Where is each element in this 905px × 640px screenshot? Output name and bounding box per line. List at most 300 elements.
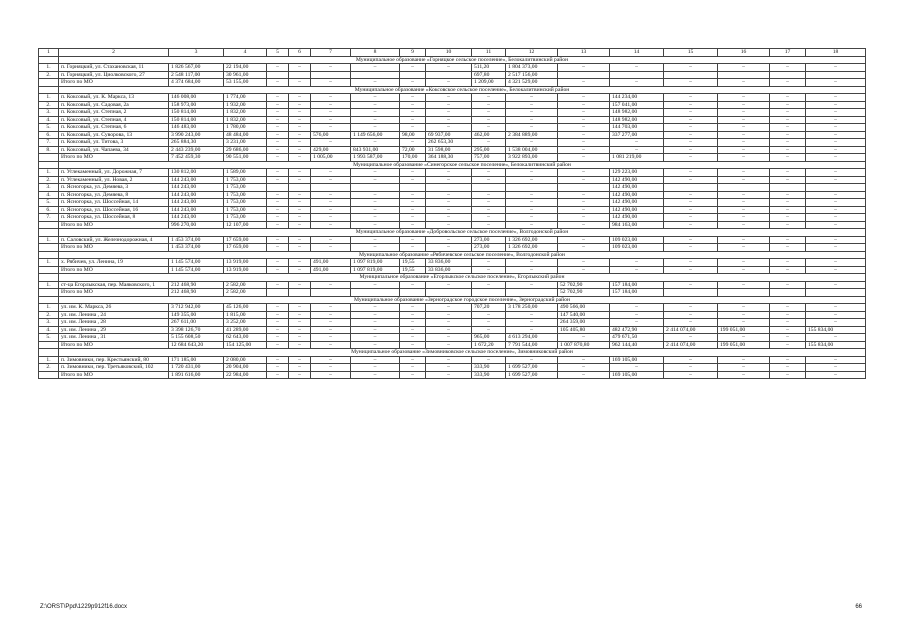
- total-spacer: [39, 341, 59, 349]
- row-value: –: [558, 364, 610, 372]
- row-value: –: [610, 319, 664, 327]
- total-label: Итого по МО: [59, 244, 169, 252]
- row-value: 52 702,90: [558, 281, 610, 289]
- table-row: [39, 214, 866, 222]
- row-value: –: [664, 281, 718, 289]
- row-value: –: [289, 64, 311, 72]
- table-row: [39, 116, 866, 124]
- row-value: –: [426, 311, 472, 319]
- row-value: –: [718, 356, 770, 364]
- row-value: –: [400, 214, 426, 222]
- total-row: [39, 79, 866, 87]
- row-address: п. Ясногорка, ул. Шоссейная, 16: [59, 206, 169, 214]
- row-value: 144 243,00: [169, 199, 224, 207]
- total-value: 491,00: [311, 266, 351, 274]
- total-value: 155 834,00: [806, 341, 866, 349]
- row-value: –: [506, 356, 558, 364]
- column-number: 14: [610, 49, 664, 57]
- row-value: –: [558, 94, 610, 102]
- row-value: –: [806, 334, 866, 342]
- row-address: п. Углекаменный, ул. Новая, 2: [59, 176, 169, 184]
- row-address: п. Коксовый, ул. Чапаева, 34: [59, 146, 169, 154]
- total-value: –: [426, 244, 472, 252]
- row-value: –: [426, 214, 472, 222]
- row-value: 1 453 374,00: [169, 236, 224, 244]
- table-row: [39, 206, 866, 214]
- row-value: 22 194,00: [224, 64, 267, 72]
- row-value: 105 405,80: [558, 326, 610, 334]
- total-value: 273,00: [472, 244, 506, 252]
- row-value: –: [311, 64, 351, 72]
- row-value: –: [558, 146, 610, 154]
- row-value: –: [770, 139, 806, 147]
- table-row: [39, 184, 866, 192]
- row-value: –: [289, 116, 311, 124]
- row-value: –: [770, 206, 806, 214]
- section-spacer: [39, 229, 59, 237]
- row-value: –: [289, 146, 311, 154]
- total-value: 33 836,00: [426, 266, 472, 274]
- row-value: 31 598,00: [426, 146, 472, 154]
- total-value: –: [311, 244, 351, 252]
- row-value: –: [311, 94, 351, 102]
- total-value: 1 453 374,00: [169, 244, 224, 252]
- row-value: 109 023,00: [610, 236, 664, 244]
- row-address: п. Ясногорка, ул. Демяева, 8: [59, 191, 169, 199]
- row-value: –: [558, 64, 610, 72]
- row-value: –: [267, 146, 289, 154]
- row-value: –: [664, 109, 718, 117]
- total-value: –: [267, 341, 289, 349]
- section-title: Муниципальное образование «Зерноградское городское поселение», Зерноградский район: [59, 296, 866, 304]
- row-value: –: [426, 356, 472, 364]
- row-address: п. Коксовый, ул. Титова, 3: [59, 139, 169, 147]
- row-value: –: [351, 281, 400, 289]
- row-address: ул. им. Ленина , 28: [59, 319, 169, 327]
- row-value: 5 155 608,50: [169, 334, 224, 342]
- row-number: 3.: [39, 109, 59, 117]
- row-value: 1 932,00: [224, 101, 267, 109]
- row-value: –: [558, 236, 610, 244]
- total-value: –: [289, 154, 311, 162]
- section-spacer: [39, 251, 59, 259]
- row-value: –: [311, 304, 351, 312]
- row-value: –: [806, 116, 866, 124]
- row-value: –: [351, 334, 400, 342]
- row-value: –: [718, 319, 770, 327]
- row-value: –: [267, 64, 289, 72]
- row-value: –: [770, 169, 806, 177]
- row-value: –: [558, 116, 610, 124]
- row-value: –: [472, 206, 506, 214]
- total-value: 90 551,00: [224, 154, 267, 162]
- row-value: –: [664, 116, 718, 124]
- row-value: 144 243,00: [169, 191, 224, 199]
- row-value: –: [806, 281, 866, 289]
- row-value: 19,55: [400, 259, 426, 267]
- total-value: 1 007 870,80: [558, 341, 610, 349]
- row-value: –: [558, 131, 610, 139]
- section-header-row: [39, 161, 866, 169]
- row-value: [664, 71, 718, 79]
- total-value: –: [289, 244, 311, 252]
- row-value: [770, 184, 806, 192]
- row-value: [664, 184, 718, 192]
- row-value: –: [610, 139, 664, 147]
- row-value: 1 699 527,00: [506, 364, 558, 372]
- row-number: 6.: [39, 206, 59, 214]
- row-value: –: [718, 364, 770, 372]
- row-value: 212 468,90: [169, 281, 224, 289]
- row-value: –: [718, 214, 770, 222]
- row-value: –: [351, 199, 400, 207]
- column-number: 5: [267, 49, 289, 57]
- total-spacer: [39, 371, 59, 379]
- table-row: [39, 94, 866, 102]
- table-row: [39, 109, 866, 117]
- row-value: –: [664, 319, 718, 327]
- row-value: 3 712 942,00: [169, 304, 224, 312]
- total-value: 13 919,00: [224, 266, 267, 274]
- row-value: –: [770, 236, 806, 244]
- row-number: 1.: [39, 304, 59, 312]
- row-value: –: [289, 101, 311, 109]
- row-value: –: [506, 109, 558, 117]
- row-value: –: [718, 304, 770, 312]
- row-value: –: [351, 64, 400, 72]
- row-value: –: [664, 169, 718, 177]
- row-value: 41 289,00: [224, 326, 267, 334]
- row-value: –: [311, 101, 351, 109]
- total-value: 169 105,00: [610, 371, 664, 379]
- row-value: 144 243,00: [169, 184, 224, 192]
- row-number: 2.: [39, 71, 59, 79]
- row-value: –: [558, 101, 610, 109]
- row-value: –: [351, 304, 400, 312]
- total-row: [39, 371, 866, 379]
- table-body: [39, 49, 866, 379]
- total-value: –: [558, 79, 610, 87]
- total-value: 1 145 574,00: [169, 266, 224, 274]
- row-value: 3 990 243,00: [169, 131, 224, 139]
- row-number: 4.: [39, 191, 59, 199]
- row-value: –: [770, 281, 806, 289]
- row-value: 3 231,00: [224, 139, 267, 147]
- total-value: –: [351, 79, 400, 87]
- row-value: –: [472, 259, 506, 267]
- row-value: –: [351, 326, 400, 334]
- row-value: 267 611,00: [169, 319, 224, 327]
- row-value: 69 937,00: [426, 131, 472, 139]
- row-value: [400, 71, 426, 79]
- document-path: Z:\ORST\Ppd\1229p912f16.docx: [40, 604, 128, 610]
- row-value: –: [664, 311, 718, 319]
- row-value: –: [472, 214, 506, 222]
- row-value: –: [351, 169, 400, 177]
- row-value: –: [664, 364, 718, 372]
- row-number: 2.: [39, 311, 59, 319]
- row-value: –: [806, 206, 866, 214]
- total-label: Итого по МО: [59, 79, 169, 87]
- row-value: [610, 71, 664, 79]
- row-value: –: [770, 191, 806, 199]
- row-value: –: [267, 131, 289, 139]
- row-value: –: [426, 101, 472, 109]
- row-value: 1 815,00: [224, 311, 267, 319]
- row-value: –: [351, 101, 400, 109]
- row-value: –: [718, 109, 770, 117]
- row-value: –: [311, 281, 351, 289]
- row-address: п. Зимовники, пер. Крестьянский, 80: [59, 356, 169, 364]
- column-number: 6: [289, 49, 311, 57]
- row-value: –: [267, 356, 289, 364]
- row-value: 4 613 294,00: [506, 334, 558, 342]
- row-value: 33 836,00: [426, 259, 472, 267]
- row-address: п. Коксовый, ул. Степная, 4: [59, 116, 169, 124]
- row-value: –: [506, 101, 558, 109]
- row-value: –: [506, 259, 558, 267]
- row-value: –: [770, 131, 806, 139]
- row-value: 337 277,00: [610, 131, 664, 139]
- row-value: –: [506, 124, 558, 132]
- row-number: 2.: [39, 364, 59, 372]
- row-value: 1 149 656,00: [351, 131, 400, 139]
- row-value: [806, 71, 866, 79]
- column-number: 7: [311, 49, 351, 57]
- row-value: –: [426, 206, 472, 214]
- row-value: –: [770, 356, 806, 364]
- row-value: –: [472, 281, 506, 289]
- table-row: [39, 124, 866, 132]
- row-value: –: [400, 281, 426, 289]
- row-value: –: [506, 116, 558, 124]
- row-address: ул. им. Ленина , 29: [59, 326, 169, 334]
- row-address: п. Коксовый, ул. Суворова, 13: [59, 131, 169, 139]
- row-value: 1 720 431,00: [169, 364, 224, 372]
- total-value: [472, 289, 506, 297]
- total-value: –: [400, 341, 426, 349]
- row-address: п. Ясногорка, ул. Демяева, 3: [59, 184, 169, 192]
- row-address: ул. им. К. Маркса, 26: [59, 304, 169, 312]
- section-title: Муниципальное образование «Рябичевское сельское поселение», Волгодонской район: [59, 251, 866, 259]
- row-value: –: [351, 139, 400, 147]
- row-value: –: [806, 139, 866, 147]
- row-value: –: [311, 124, 351, 132]
- total-value: [426, 289, 472, 297]
- row-value: –: [770, 326, 806, 334]
- row-value: –: [289, 214, 311, 222]
- total-value: –: [267, 266, 289, 274]
- total-value: –: [610, 79, 664, 87]
- row-value: 482 472,90: [610, 326, 664, 334]
- row-value: –: [311, 326, 351, 334]
- row-address: п. Горняцкий, ул. Стахановская, 11: [59, 64, 169, 72]
- row-value: 511,20: [472, 64, 506, 72]
- row-value: –: [806, 109, 866, 117]
- row-value: –: [806, 319, 866, 327]
- row-value: –: [806, 131, 866, 139]
- total-value: 109 023,00: [610, 244, 664, 252]
- total-value: –: [289, 221, 311, 229]
- section-title: Муниципальное образование «Синегорское сельское поселение», Белокалитвинский район: [59, 161, 866, 169]
- row-value: 144 243,00: [169, 206, 224, 214]
- column-number: 17: [770, 49, 806, 57]
- row-value: –: [558, 206, 610, 214]
- row-value: 265 884,30: [169, 139, 224, 147]
- row-value: –: [770, 124, 806, 132]
- row-value: 479 671,50: [610, 334, 664, 342]
- total-value: –: [806, 371, 866, 379]
- row-value: 1 753,00: [224, 199, 267, 207]
- total-label: Итого по МО: [59, 221, 169, 229]
- table-row: [39, 364, 866, 372]
- table-row: [39, 64, 866, 72]
- section-spacer: [39, 161, 59, 169]
- row-value: 1 097 819,00: [351, 259, 400, 267]
- row-value: [472, 184, 506, 192]
- total-label: Итого по МО: [59, 371, 169, 379]
- row-value: 2 517 156,00: [506, 71, 558, 79]
- data-table: [38, 48, 866, 379]
- total-row: [39, 289, 866, 297]
- row-value: –: [472, 124, 506, 132]
- row-value: 3 398 126,70: [169, 326, 224, 334]
- row-value: 697,80: [472, 71, 506, 79]
- table-row: [39, 281, 866, 289]
- table-row: [39, 101, 866, 109]
- row-value: –: [426, 334, 472, 342]
- total-value: –: [289, 341, 311, 349]
- total-value: –: [267, 371, 289, 379]
- row-value: –: [267, 214, 289, 222]
- table-row: [39, 311, 866, 319]
- total-value: 364 188,30: [426, 154, 472, 162]
- total-value: –: [426, 371, 472, 379]
- total-value: –: [664, 221, 718, 229]
- row-value: –: [664, 176, 718, 184]
- row-value: [718, 184, 770, 192]
- total-value: –: [267, 244, 289, 252]
- row-number: 5.: [39, 199, 59, 207]
- row-value: 1 804 373,00: [506, 64, 558, 72]
- total-value: –: [770, 266, 806, 274]
- table-row: [39, 326, 866, 334]
- total-value: [506, 289, 558, 297]
- row-value: 157 184,00: [610, 281, 664, 289]
- row-value: –: [400, 199, 426, 207]
- row-value: –: [426, 124, 472, 132]
- row-value: 262 653,30: [426, 139, 472, 147]
- row-value: –: [664, 214, 718, 222]
- total-label: Итого по МО: [59, 266, 169, 274]
- row-value: 142 490,00: [610, 176, 664, 184]
- row-value: –: [806, 214, 866, 222]
- row-value: 1 538 004,00: [506, 146, 558, 154]
- row-value: –: [351, 364, 400, 372]
- section-title: Муниципальное образование «Егорлыкское сельское поселение», Егорлыкский район: [59, 274, 866, 282]
- column-number: 2: [59, 49, 169, 57]
- total-value: 4 374 684,00: [169, 79, 224, 87]
- row-value: –: [664, 146, 718, 154]
- table-row: [39, 356, 866, 364]
- section-header-row: [39, 56, 866, 64]
- row-value: –: [351, 214, 400, 222]
- row-number: 4.: [39, 116, 59, 124]
- row-value: 72,00: [400, 146, 426, 154]
- row-value: –: [506, 169, 558, 177]
- column-number: 11: [472, 49, 506, 57]
- table-row: [39, 176, 866, 184]
- total-value: –: [267, 79, 289, 87]
- total-value: –: [472, 221, 506, 229]
- row-value: 62 643,00: [224, 334, 267, 342]
- total-spacer: [39, 79, 59, 87]
- row-value: [426, 71, 472, 79]
- row-value: –: [806, 259, 866, 267]
- row-value: 2 548 117,00: [169, 71, 224, 79]
- row-value: –: [806, 94, 866, 102]
- total-spacer: [39, 289, 59, 297]
- row-value: –: [770, 109, 806, 117]
- row-value: –: [718, 146, 770, 154]
- total-value: 199 051,00: [718, 341, 770, 349]
- row-address: п. Коксовый, ул. Садовая, 2а: [59, 101, 169, 109]
- section-header-row: [39, 229, 866, 237]
- row-value: –: [289, 311, 311, 319]
- row-value: –: [267, 191, 289, 199]
- row-value: 142 490,00: [610, 214, 664, 222]
- total-value: 53 155,00: [224, 79, 267, 87]
- row-value: –: [806, 236, 866, 244]
- section-spacer: [39, 274, 59, 282]
- total-value: 170,00: [400, 154, 426, 162]
- total-value: [718, 289, 770, 297]
- row-value: –: [267, 304, 289, 312]
- row-value: 144 243,00: [169, 214, 224, 222]
- row-value: –: [610, 311, 664, 319]
- total-spacer: [39, 244, 59, 252]
- table-row: [39, 169, 866, 177]
- row-value: –: [289, 199, 311, 207]
- row-value: –: [506, 319, 558, 327]
- total-value: –: [770, 371, 806, 379]
- row-value: 169 105,00: [610, 356, 664, 364]
- row-value: –: [806, 101, 866, 109]
- total-value: –: [400, 371, 426, 379]
- total-value: 1 891 616,00: [169, 371, 224, 379]
- total-value: 1 699 527,00: [506, 371, 558, 379]
- row-value: [400, 184, 426, 192]
- row-value: –: [472, 326, 506, 334]
- row-value: –: [400, 116, 426, 124]
- row-value: –: [351, 319, 400, 327]
- row-value: 17 659,00: [224, 236, 267, 244]
- row-value: –: [311, 236, 351, 244]
- row-value: –: [472, 176, 506, 184]
- table-row: [39, 304, 866, 312]
- row-value: –: [351, 206, 400, 214]
- row-value: –: [311, 206, 351, 214]
- row-value: –: [664, 139, 718, 147]
- row-value: –: [664, 304, 718, 312]
- total-value: –: [718, 79, 770, 87]
- row-value: –: [267, 109, 289, 117]
- row-value: –: [610, 259, 664, 267]
- row-number: 1.: [39, 356, 59, 364]
- row-value: –: [311, 176, 351, 184]
- row-value: –: [718, 281, 770, 289]
- row-value: –: [664, 64, 718, 72]
